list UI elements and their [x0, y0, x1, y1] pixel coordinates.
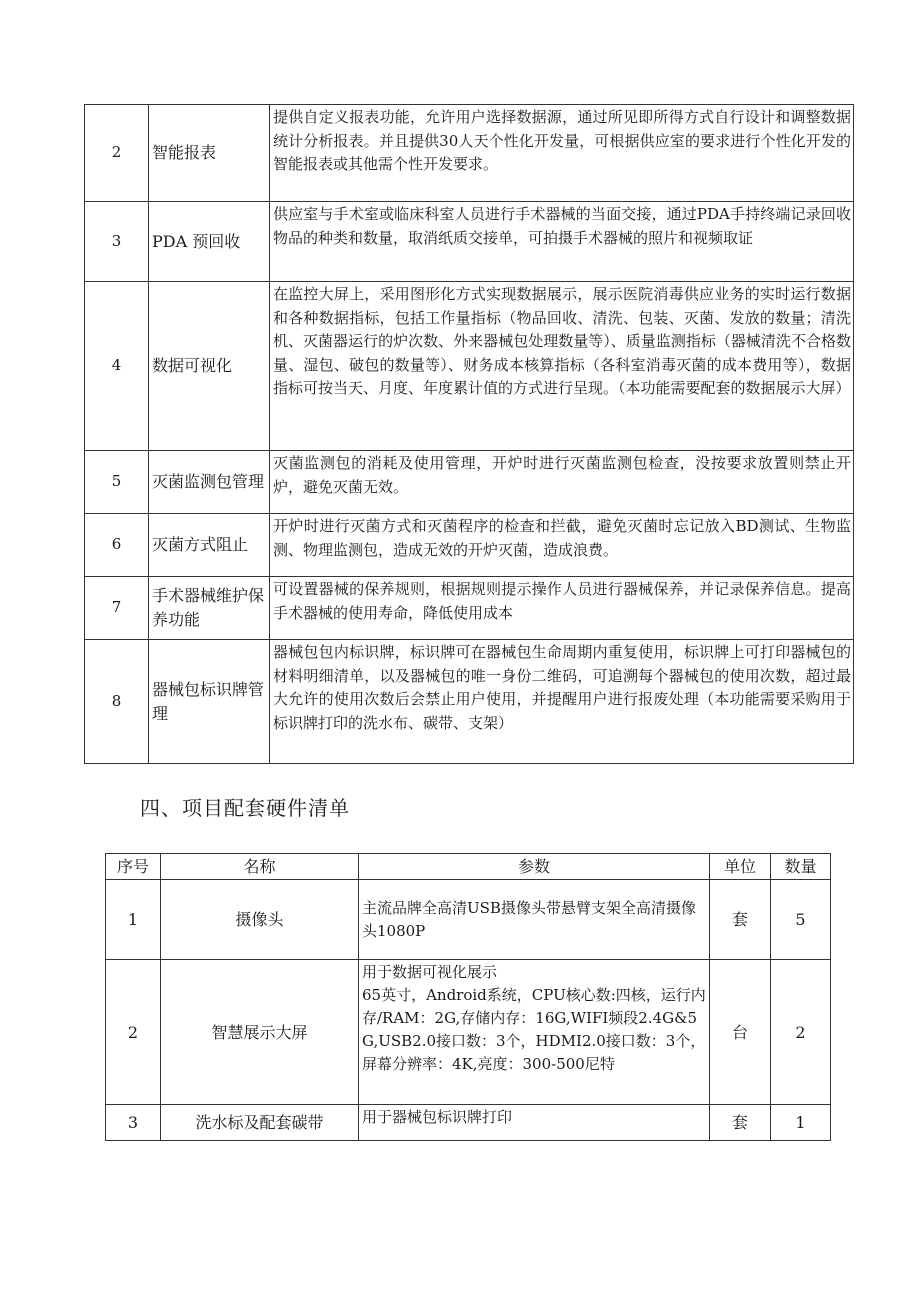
item-name: 智慧展示大屏: [161, 960, 359, 1105]
item-qty: 5: [771, 880, 831, 960]
item-unit: 套: [710, 1105, 771, 1141]
section-heading: 四、项目配套硬件清单: [140, 796, 350, 820]
feature-table: [84, 104, 854, 764]
hardware-table: [105, 853, 831, 1141]
item-qty: 2: [771, 960, 831, 1105]
table-row: [106, 880, 831, 960]
row-number: 3: [106, 1105, 161, 1141]
feature-description: 可设置器械的保养规则，根据规则提示操作人员进行器械保养，并记录保养信息。提高手术器械的使用寿命，降低使用成本: [270, 577, 854, 640]
row-number: 1: [106, 880, 161, 960]
row-number: 7: [85, 577, 149, 640]
feature-name: PDA 预回收: [149, 202, 270, 282]
table-header-row: [106, 854, 831, 880]
header-params: 参数: [359, 854, 710, 880]
feature-name: 灭菌方式阻止: [149, 514, 270, 577]
row-number: 5: [85, 451, 149, 514]
feature-description: 在监控大屏上，采用图形化方式实现数据展示，展示医院消毒供应业务的实时运行数据和各种数据指标，包括工作量指标（物品回收、清洗、包装、灭菌、发放的数量；清洗机、灭菌器运行的炉次数、外来器械包处理数量等）、质量监测指标（器械清洗不合格数量、湿包、破包的数量等）、财务成本核算指标（各科室消毒灭菌的成本费用等），数据指标可按当天、月度、年度累计值的方式进行呈现。（本功能需要配套的数据展示大屏）: [270, 282, 854, 451]
table-row: [106, 960, 831, 1105]
table-row: [85, 640, 854, 764]
feature-name: 智能报表: [149, 105, 270, 202]
feature-description: 器械包包内标识牌，标识牌可在器械包生命周期内重复使用，标识牌上可打印器械包的材料明细清单，以及器械包的唯一身份二维码，可追溯每个器械包的使用次数，超过最大允许的使用次数后会禁止用户使用，并提醒用户进行报废处理（本功能需要采购用于标识牌打印的洗水布、碳带、支架）: [270, 640, 854, 764]
row-number: 3: [85, 202, 149, 282]
table-row: [85, 105, 854, 202]
item-unit: 台: [710, 960, 771, 1105]
row-number: 2: [106, 960, 161, 1105]
feature-name: 数据可视化: [149, 282, 270, 451]
header-qty: 数量: [771, 854, 831, 880]
item-params: 主流品牌全高清USB摄像头带悬臂支架全高清摄像头1080P: [359, 880, 710, 960]
row-number: 2: [85, 105, 149, 202]
feature-description: 灭菌监测包的消耗及使用管理，开炉时进行灭菌监测包检查，没按要求放置则禁止开炉，避免灭菌无效。: [270, 451, 854, 514]
item-params: 用于器械包标识牌打印: [359, 1105, 710, 1141]
feature-description: 提供自定义报表功能，允许用户选择数据源，通过所见即所得方式自行设计和调整数据统计分析报表。并且提供30人天个性化开发量，可根据供应室的要求进行个性化开发的智能报表或其他需个性开发要求。: [270, 105, 854, 202]
header-num: 序号: [106, 854, 161, 880]
table-row: [85, 514, 854, 577]
item-name: 洗水标及配套碳带: [161, 1105, 359, 1141]
row-number: 8: [85, 640, 149, 764]
item-unit: 套: [710, 880, 771, 960]
table-row: [85, 202, 854, 282]
table-row: [85, 577, 854, 640]
table-row: [106, 1105, 831, 1141]
header-unit: 单位: [710, 854, 771, 880]
feature-description: 开炉时进行灭菌方式和灭菌程序的检查和拦截，避免灭菌时忘记放入BD测试、生物监测、物理监测包，造成无效的开炉灭菌，造成浪费。: [270, 514, 854, 577]
row-number: 6: [85, 514, 149, 577]
table-row: [85, 282, 854, 451]
table-row: [85, 451, 854, 514]
feature-name: 灭菌监测包管理: [149, 451, 270, 514]
item-params: [359, 960, 710, 1105]
row-number: 4: [85, 282, 149, 451]
params-line: 用于数据可视化展示: [362, 963, 498, 981]
item-qty: 1: [771, 1105, 831, 1141]
params-line: 65英寸，Android系统，CPU核心数:四核，运行内存/RAM：2G,存储内存：16G,WIFI频段2.4G&5G,USB2.0接口数：3个，HDMI2.0接口数：3个，屏幕分辨率：4K,亮度：300-500尼特: [362, 986, 706, 1073]
header-name: 名称: [161, 854, 359, 880]
item-name: 摄像头: [161, 880, 359, 960]
feature-description: 供应室与手术室或临床科室人员进行手术器械的当面交接，通过PDA手持终端记录回收物品的种类和数量，取消纸质交接单，可拍摄手术器械的照片和视频取证: [270, 202, 854, 282]
feature-name: 手术器械维护保养功能: [149, 577, 270, 640]
feature-name: 器械包标识牌管理: [149, 640, 270, 764]
